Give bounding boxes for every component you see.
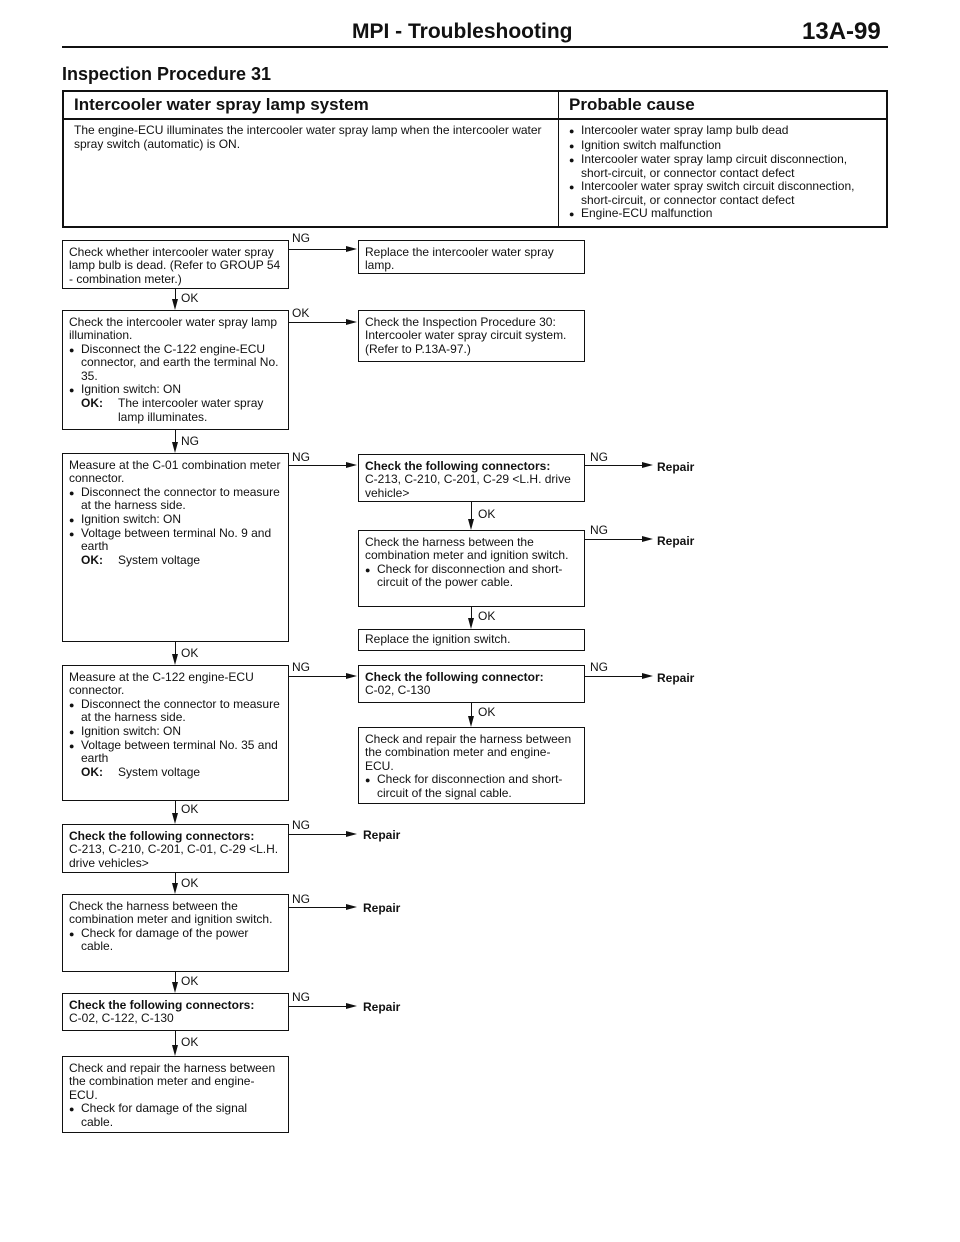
step-check-connectors-c213 xyxy=(358,454,585,502)
arrow-down-icon xyxy=(468,618,474,629)
step-title: Check the following connectors: xyxy=(69,998,255,1012)
cause-table xyxy=(62,90,888,228)
bullet-icon: ● xyxy=(69,726,75,737)
bullet-icon: ● xyxy=(69,487,75,498)
bullet-icon: ● xyxy=(69,741,75,752)
item-text: Check for disconnection and short-circuit of the power cable. xyxy=(377,561,563,590)
bullet-icon: ● xyxy=(69,1104,75,1115)
cause-text: Engine-ECU malfunction xyxy=(581,206,713,220)
ok-label: OK xyxy=(181,802,199,816)
step-title: Check the following connectors: xyxy=(365,459,551,473)
bullet-icon: ● xyxy=(69,385,75,396)
ok-criteria xyxy=(69,397,282,424)
step-title: Check the following connectors: xyxy=(69,829,255,843)
item-text: Check for damage of the signal cable. xyxy=(81,1101,248,1129)
step-title: Check and repair the harness between the combination meter and engine-ECU. xyxy=(69,1061,276,1102)
step-item xyxy=(365,773,578,800)
item-text: Disconnect the connector to measure at the harness side. xyxy=(81,484,280,513)
bullet-icon: ● xyxy=(69,344,75,355)
arrow-right-icon xyxy=(642,536,653,542)
ng-label: NG xyxy=(292,231,310,245)
description-text: The engine-ECU illuminates the intercooler water spray lamp when the intercooler water spray switch (automatic) is ON. xyxy=(74,123,542,151)
header-rule xyxy=(62,46,888,48)
ok-prefix: OK: xyxy=(81,552,103,567)
cause-item xyxy=(569,139,876,154)
step-text: C-02, C-122, C-130 xyxy=(69,1011,174,1026)
arrow-right-icon xyxy=(642,673,653,679)
ok-prefix: OK: xyxy=(81,764,103,779)
step-text: Check whether intercooler water spray lamp bulb is dead. (Refer to GROUP 54 - combination meter.) xyxy=(69,245,281,286)
step-replace-lamp xyxy=(358,240,585,274)
connector-line xyxy=(289,676,347,677)
arrow-right-icon xyxy=(346,462,357,468)
repair-label: Repair xyxy=(363,1000,401,1014)
page-number: 13A-99 xyxy=(802,18,881,45)
arrow-right-icon xyxy=(346,831,357,837)
arrow-right-icon xyxy=(346,319,357,325)
step-title: Check the harness between the combination meter and ignition switch. xyxy=(365,535,569,563)
repair-label: Repair xyxy=(363,901,401,915)
item-text: Voltage between terminal No. 35 and earth xyxy=(81,738,278,766)
step-item xyxy=(69,527,282,554)
repair-label: Repair xyxy=(657,671,695,685)
step-text: C-213, C-210, C-201, C-29 <L.H. drive vehicle> xyxy=(365,472,571,500)
connector-line xyxy=(289,322,347,323)
ng-label: NG xyxy=(292,818,310,832)
item-text: Ignition switch: ON xyxy=(81,723,182,738)
bullet-icon: ● xyxy=(69,928,75,939)
step-item xyxy=(69,698,282,725)
step-text: Replace the ignition switch. xyxy=(365,632,511,646)
step-text: C-213, C-210, C-201, C-01, C-29 <L.H. drive vehicles> xyxy=(69,842,279,870)
step-item xyxy=(69,513,282,527)
step-procedure-30 xyxy=(358,310,585,362)
ok-text: System voltage xyxy=(118,764,201,779)
ng-label: NG xyxy=(292,892,310,906)
cause-text: Ignition switch malfunction xyxy=(581,137,722,152)
connector-line xyxy=(585,676,643,677)
step-check-connector-c02 xyxy=(358,665,585,703)
ok-label: OK xyxy=(292,306,310,320)
step-text: C-02, C-130 xyxy=(365,683,431,698)
arrow-down-icon xyxy=(172,1045,178,1056)
cause-item xyxy=(569,153,876,180)
ok-label: OK xyxy=(181,974,199,988)
bullet-icon: ● xyxy=(365,564,371,575)
step-title: Check the following connector: xyxy=(365,670,544,684)
arrow-right-icon xyxy=(642,462,653,468)
ok-label: OK xyxy=(181,876,199,890)
arrow-down-icon xyxy=(172,883,178,894)
bullet-icon: ● xyxy=(569,140,575,151)
ng-label: NG xyxy=(590,523,608,537)
step-check-harness-damage-power xyxy=(62,894,289,972)
step-lamp-illumination xyxy=(62,310,289,430)
table-causes xyxy=(559,119,888,227)
connector-line xyxy=(289,1006,347,1007)
bullet-icon: ● xyxy=(569,182,575,192)
ng-label: NG xyxy=(292,660,310,674)
step-repair-harness-damage-signal xyxy=(62,1056,289,1133)
step-title: Check the intercooler water spray lamp illumination. xyxy=(69,315,278,343)
connector-line xyxy=(289,465,347,466)
ng-label: NG xyxy=(590,660,608,674)
ok-label: OK xyxy=(181,1035,199,1049)
step-item xyxy=(69,725,282,739)
bullet-icon: ● xyxy=(69,699,75,710)
arrow-down-icon xyxy=(172,442,178,453)
item-text: Check for disconnection and short-circuit of the signal cable. xyxy=(377,772,563,800)
cause-text: Intercooler water spray lamp bulb dead xyxy=(581,123,789,137)
table-description xyxy=(63,119,559,227)
connector-line xyxy=(289,907,347,908)
step-check-connectors-c01 xyxy=(62,824,289,873)
arrow-right-icon xyxy=(346,246,357,252)
bullet-icon: ● xyxy=(569,155,575,165)
step-item xyxy=(69,1102,282,1129)
step-text: Check the Inspection Procedure 30: Intercooler water spray circuit system. (Refer to P.13A-97.) xyxy=(365,315,567,356)
connector-line xyxy=(585,465,643,466)
ok-label: OK xyxy=(478,609,496,623)
ng-label: NG xyxy=(590,450,608,464)
arrow-down-icon xyxy=(172,813,178,824)
step-check-harness-power xyxy=(358,530,585,607)
item-text: Ignition switch: ON xyxy=(81,511,182,526)
step-item xyxy=(69,383,282,397)
ng-label: NG xyxy=(181,434,199,448)
table-header-system: Intercooler water spray lamp system xyxy=(63,91,559,119)
step-replace-ignition-switch xyxy=(358,629,585,651)
repair-label: Repair xyxy=(657,534,695,548)
step-title: Measure at the C-01 combination meter connector. xyxy=(69,458,281,486)
step-item xyxy=(69,486,282,513)
arrow-down-icon xyxy=(468,716,474,727)
cause-item xyxy=(569,207,876,222)
item-text: Check for damage of the power cable. xyxy=(81,925,249,954)
repair-label: Repair xyxy=(363,828,401,842)
ng-label: NG xyxy=(292,990,310,1004)
ok-label: OK xyxy=(181,291,199,305)
bullet-icon: ● xyxy=(569,126,575,136)
step-measure-c122 xyxy=(62,665,289,801)
step-repair-harness-signal xyxy=(358,727,585,804)
bullet-icon: ● xyxy=(69,514,75,525)
ok-label: OK xyxy=(181,646,199,660)
step-check-connectors-c02-c122 xyxy=(62,993,289,1031)
step-item xyxy=(365,563,578,590)
ok-criteria xyxy=(69,554,282,567)
step-bulb-check xyxy=(62,240,289,289)
ng-label: NG xyxy=(292,450,310,464)
cause-text: Intercooler water spray lamp circuit disconnection, short-circuit, or connector contact defect xyxy=(581,152,848,180)
arrow-down-icon xyxy=(172,654,178,665)
repair-label: Repair xyxy=(657,460,695,474)
step-item xyxy=(69,739,282,766)
step-title: Measure at the C-122 engine-ECU connector. xyxy=(69,670,254,698)
step-item xyxy=(69,927,282,954)
arrow-right-icon xyxy=(346,904,357,910)
bullet-icon: ● xyxy=(365,775,371,786)
step-measure-c01 xyxy=(62,453,289,642)
connector-line xyxy=(289,834,347,835)
ok-prefix: OK: xyxy=(81,396,103,411)
cause-item xyxy=(569,180,876,207)
arrow-right-icon xyxy=(346,673,357,679)
cause-text: Intercooler water spray switch circuit disconnection, short-circuit, or connector contact defect xyxy=(581,179,855,207)
arrow-down-icon xyxy=(172,982,178,993)
connector-line xyxy=(289,249,347,250)
item-text: Disconnect the C-122 engine-ECU connector, and earth the terminal No. 35. xyxy=(81,341,279,383)
procedure-title: Inspection Procedure 31 xyxy=(62,64,272,84)
arrow-down-icon xyxy=(172,299,178,310)
item-text: Voltage between terminal No. 9 and earth xyxy=(81,526,272,554)
item-text: Disconnect the connector to measure at the harness side. xyxy=(81,696,280,725)
step-text: Replace the intercooler water spray lamp. xyxy=(365,245,554,273)
table-header-cause: Probable cause xyxy=(559,91,888,119)
step-item xyxy=(69,343,282,383)
ok-label: OK xyxy=(478,507,496,521)
bullet-icon: ● xyxy=(69,529,75,540)
ok-text: The intercooler water spray lamp illuminates. xyxy=(118,396,264,424)
step-title: Check the harness between the combination meter and ignition switch. xyxy=(69,899,273,927)
arrow-right-icon xyxy=(346,1003,357,1009)
ok-label: OK xyxy=(478,705,496,719)
step-title: Check and repair the harness between the combination meter and engine-ECU. xyxy=(365,732,572,773)
bullet-icon: ● xyxy=(569,209,575,219)
arrow-down-icon xyxy=(468,519,474,530)
connector-line xyxy=(585,539,643,540)
page-header-title: MPI - Troubleshooting xyxy=(352,20,573,43)
cause-item xyxy=(569,124,876,139)
item-text: Ignition switch: ON xyxy=(81,382,182,397)
ok-text: System voltage xyxy=(118,552,201,567)
ok-criteria xyxy=(69,766,282,779)
